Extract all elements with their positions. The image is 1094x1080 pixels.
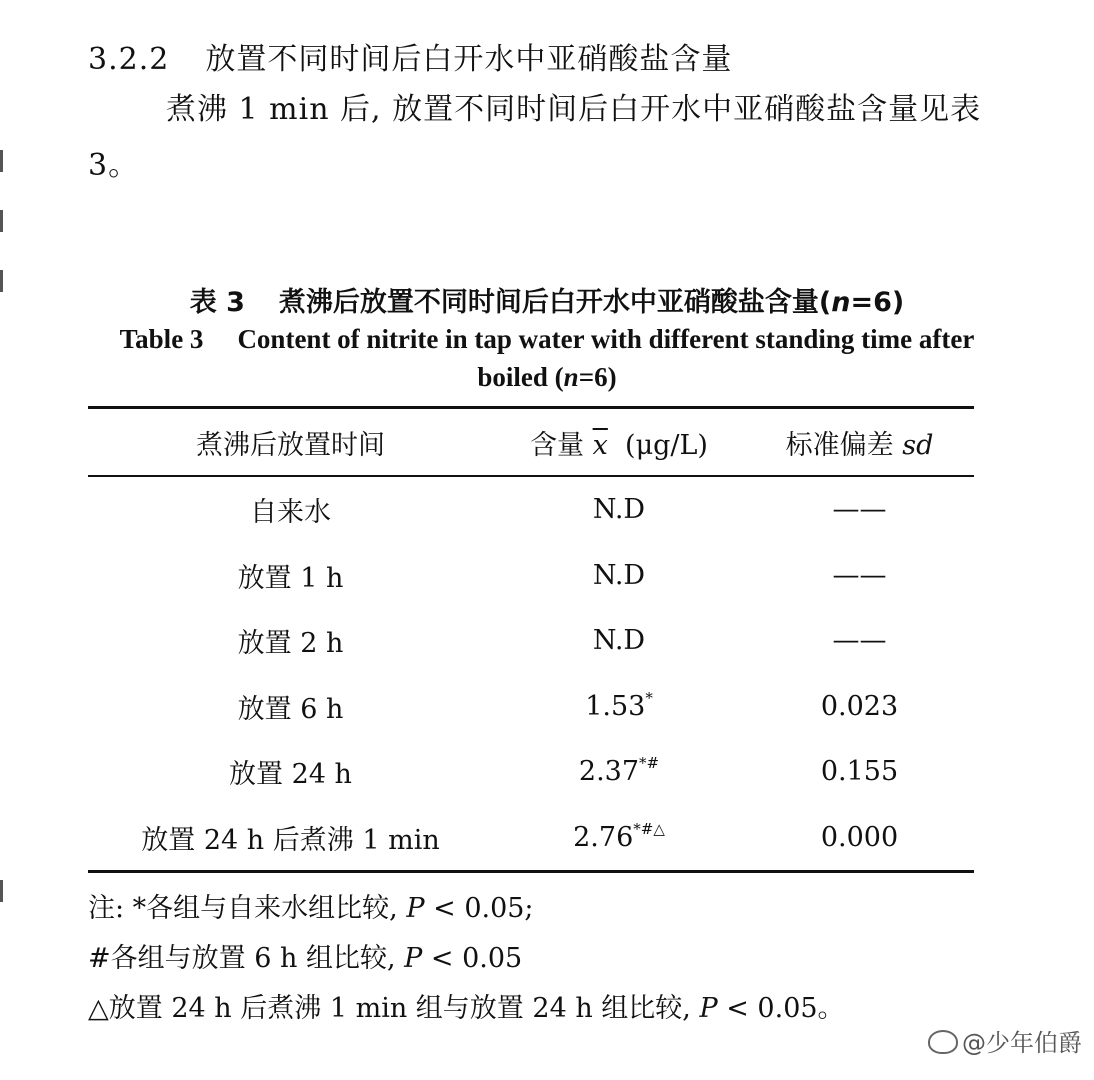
cell-value-number: 2.37 [578, 756, 640, 788]
table-notes [88, 884, 845, 1034]
table-header-row [88, 408, 974, 477]
table-row [88, 608, 974, 674]
table-row [88, 739, 974, 805]
cell-time: 放置 1 h [237, 562, 344, 594]
note-line-3 [88, 984, 845, 1034]
watermark [928, 1023, 1082, 1058]
cell-value-number: N.D [592, 494, 646, 526]
header-sd-prefix: 标准偏差 [785, 429, 894, 461]
table-caption-zh [88, 280, 1006, 319]
table-row [88, 674, 974, 740]
body-paragraph: 煮沸 1 min 后, 放置不同时间后白开水中亚硝酸盐含量见表 3。 [88, 92, 982, 183]
cell-value [493, 543, 745, 609]
header-sd-symbol: sd [902, 429, 934, 461]
note-text: △放置 24 h 后煮沸 1 min 组与放置 24 h 组比较, [88, 993, 700, 1024]
cell-value-mark: *#△ [633, 819, 665, 838]
header-content [493, 408, 745, 477]
caption-n-value-zh: =6) [850, 287, 905, 318]
caption-title-zh: 煮沸后放置不同时间后白开水中亚硝酸盐含量( [278, 287, 832, 318]
cell-value [493, 739, 745, 805]
note-text: 注: *各组与自来水组比较, [88, 893, 407, 924]
cell-time: 放置 24 h [229, 759, 352, 791]
note-tail: < 0.05; [424, 893, 534, 924]
caption-title-en: Content of nitrite in tap water with different standing time after boiled ( [237, 324, 975, 392]
note-p: P [404, 943, 423, 974]
caption-label-zh: 表 3 [189, 287, 245, 318]
cell-sd: 0.000 [820, 821, 899, 853]
header-content-unit: (μg/L) [625, 429, 708, 461]
header-content-symbol: $\overline{x}$ [592, 429, 608, 461]
cell-value [493, 608, 745, 674]
section-number: 3.2.2 [88, 42, 170, 77]
cell-time: 放置 24 h 后煮沸 1 min [141, 824, 440, 856]
page-edge-mark [0, 210, 3, 232]
header-sd [745, 408, 974, 477]
table-row [88, 476, 974, 543]
note-line-1 [88, 884, 845, 934]
cell-time: 放置 2 h [237, 628, 344, 660]
watermark-text: @少年伯爵 [962, 1029, 1082, 1057]
table-row [88, 543, 974, 609]
note-tail: < 0.05 [422, 943, 523, 974]
note-line-2 [88, 934, 845, 984]
header-content-prefix: 含量 [530, 429, 585, 461]
caption-n-zh: n [831, 287, 851, 318]
caption-label-en: Table 3 [119, 324, 204, 354]
cell-value [493, 476, 745, 543]
cell-sd: 0.155 [820, 756, 899, 788]
cell-sd: 0.023 [820, 690, 899, 722]
cell-value-number: N.D [592, 625, 646, 657]
page-edge-mark [0, 270, 3, 292]
cell-sd: —— [832, 559, 887, 591]
caption-n-en: n [563, 362, 579, 392]
cell-time: 放置 6 h [237, 693, 344, 725]
cell-value-mark: *# [639, 754, 660, 773]
cell-value-mark: * [645, 688, 653, 707]
page-edge-mark [0, 880, 3, 902]
note-text: #各组与放置 6 h 组比较, [88, 943, 405, 974]
page-edge-mark [0, 150, 3, 172]
cell-sd: —— [832, 494, 887, 526]
table-caption-en [88, 320, 1006, 396]
note-p: P [406, 893, 425, 924]
note-tail: < 0.05。 [717, 993, 845, 1024]
cell-value-number: 1.53 [585, 690, 646, 722]
header-time: 煮沸后放置时间 [196, 429, 385, 461]
cell-sd: —— [832, 625, 887, 657]
cell-value-number: 2.76 [573, 821, 634, 853]
caption-n-value-en: =6) [578, 362, 617, 392]
cell-value-number: N.D [592, 559, 646, 591]
cell-value [493, 805, 745, 872]
weibo-icon [928, 1030, 958, 1054]
table-row [88, 805, 974, 872]
cell-value [493, 674, 745, 740]
section-title: 放置不同时间后白开水中亚硝酸盐含量 [205, 42, 733, 77]
cell-time: 自来水 [250, 497, 331, 529]
nitrite-table [88, 406, 974, 873]
section-heading [88, 34, 732, 78]
note-p: P [699, 993, 718, 1024]
